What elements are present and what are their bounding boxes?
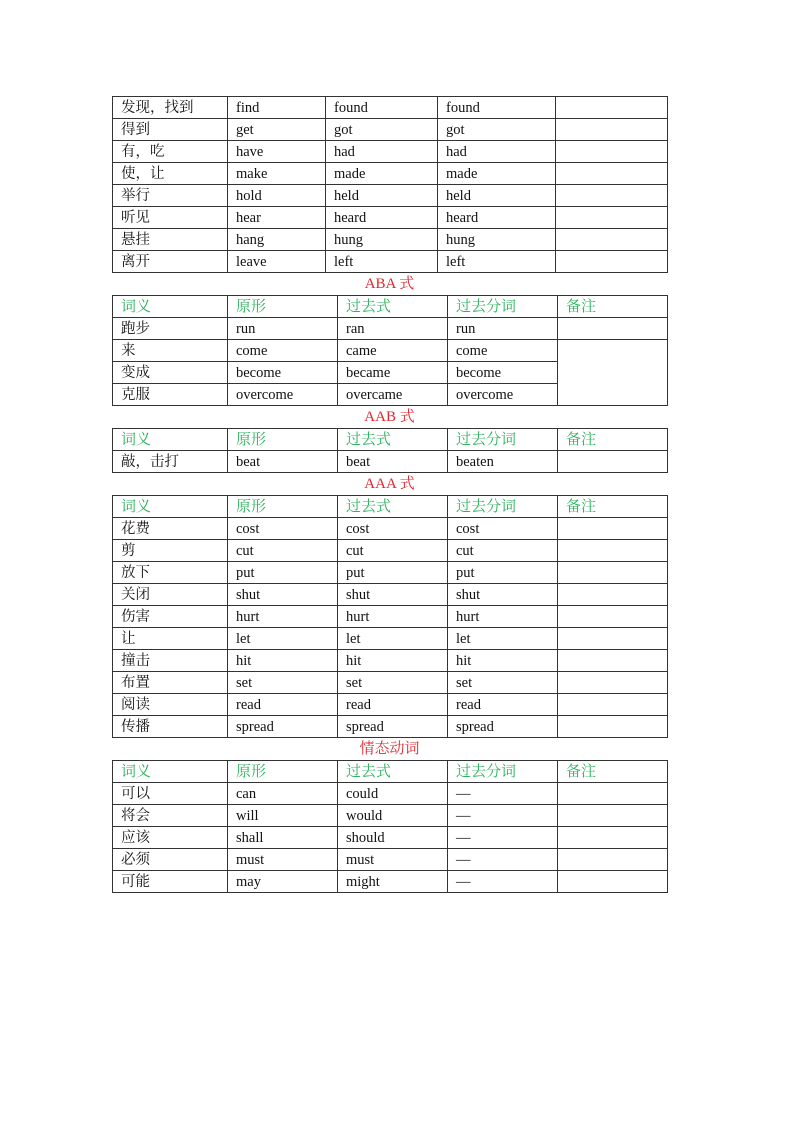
table-cell <box>558 805 668 827</box>
table-cell: should <box>338 827 448 849</box>
table-cell: have <box>228 141 326 163</box>
table-header-row <box>113 496 668 518</box>
table-cell: 花费 <box>113 518 228 540</box>
table-cell: 离开 <box>113 251 228 273</box>
column-header: 原形 <box>228 429 338 451</box>
table-cell <box>558 650 668 672</box>
verb-table <box>112 96 668 273</box>
table-row <box>113 518 668 540</box>
table-cell: left <box>326 251 438 273</box>
table-cell: 剪 <box>113 540 228 562</box>
table-cell <box>556 207 668 229</box>
table-cell: cost <box>228 518 338 540</box>
table-cell: leave <box>228 251 326 273</box>
table-cell <box>556 229 668 251</box>
table-cell: put <box>448 562 558 584</box>
table-row <box>113 119 668 141</box>
table-cell: become <box>448 362 558 384</box>
table-cell: made <box>438 163 556 185</box>
table-cell: must <box>338 849 448 871</box>
table-caption: AAA 式 <box>364 476 415 492</box>
table-cell: got <box>438 119 556 141</box>
table-cell: — <box>448 805 558 827</box>
table-cell: hit <box>228 650 338 672</box>
table-cell: might <box>338 871 448 893</box>
table-cell: hung <box>438 229 556 251</box>
table-cell <box>558 827 668 849</box>
table-cell <box>556 119 668 141</box>
table-cell: come <box>228 340 338 362</box>
column-header: 备注 <box>558 496 668 518</box>
table-row <box>113 849 668 871</box>
column-header: 过去分词 <box>448 429 558 451</box>
table-cell: shall <box>228 827 338 849</box>
table-cell: let <box>338 628 448 650</box>
column-header: 词义 <box>113 496 228 518</box>
table-row <box>113 163 668 185</box>
table-cell <box>558 540 668 562</box>
table-cell: 可以 <box>113 783 228 805</box>
document-page <box>112 96 667 893</box>
table-cell <box>558 849 668 871</box>
table-cell: become <box>228 362 338 384</box>
table-row <box>113 340 668 362</box>
table-cell: overcome <box>228 384 338 406</box>
table-cell: 变成 <box>113 362 228 384</box>
table-cell: 克服 <box>113 384 228 406</box>
table-cell: hold <box>228 185 326 207</box>
table-cell: hang <box>228 229 326 251</box>
table-row <box>113 805 668 827</box>
table-cell: would <box>338 805 448 827</box>
table-cell <box>556 163 668 185</box>
table-cell: — <box>448 849 558 871</box>
table-cell: 阅读 <box>113 694 228 716</box>
table-cell: 可能 <box>113 871 228 893</box>
table-cell: — <box>448 783 558 805</box>
table-cell <box>558 783 668 805</box>
table-cell: hit <box>448 650 558 672</box>
table-cell <box>558 562 668 584</box>
table-cell: held <box>326 185 438 207</box>
table-cell: could <box>338 783 448 805</box>
verb-table <box>112 295 668 406</box>
column-header: 词义 <box>113 429 228 451</box>
table-row <box>113 207 668 229</box>
table-cell: 悬挂 <box>113 229 228 251</box>
table-cell <box>558 694 668 716</box>
table-cell: read <box>228 694 338 716</box>
table-cell <box>558 871 668 893</box>
table-cell: got <box>326 119 438 141</box>
table-cell: left <box>438 251 556 273</box>
column-header: 过去式 <box>338 496 448 518</box>
table-cell: spread <box>338 716 448 738</box>
table-row <box>113 185 668 207</box>
verb-table <box>112 428 668 473</box>
table-row <box>113 562 668 584</box>
table-cell: shut <box>448 584 558 606</box>
table-cell: 关闭 <box>113 584 228 606</box>
table-cell <box>558 318 668 340</box>
table-caption: AAB 式 <box>364 409 415 425</box>
column-header: 原形 <box>228 761 338 783</box>
table-cell: can <box>228 783 338 805</box>
table-cell: 听见 <box>113 207 228 229</box>
table-cell: make <box>228 163 326 185</box>
table-row <box>113 716 668 738</box>
table-header-row <box>113 296 668 318</box>
table-cell <box>558 716 668 738</box>
column-header: 过去分词 <box>448 496 558 518</box>
table-cell: 举行 <box>113 185 228 207</box>
table-cell: held <box>438 185 556 207</box>
table-row <box>113 451 668 473</box>
table-cell <box>556 97 668 119</box>
column-header: 过去分词 <box>448 296 558 318</box>
table-cell: find <box>228 97 326 119</box>
verb-tables <box>112 96 667 893</box>
table-row <box>113 141 668 163</box>
table-cell: had <box>326 141 438 163</box>
column-header: 词义 <box>113 296 228 318</box>
table-cell: shut <box>228 584 338 606</box>
table-cell: come <box>448 340 558 362</box>
table-cell: put <box>228 562 338 584</box>
table-cell: 跑步 <box>113 318 228 340</box>
table-cell: 布置 <box>113 672 228 694</box>
table-row <box>113 628 668 650</box>
table-cell <box>558 584 668 606</box>
table-cell: 使，让 <box>113 163 228 185</box>
table-cell: — <box>448 827 558 849</box>
table-cell: 有，吃 <box>113 141 228 163</box>
table-cell: spread <box>448 716 558 738</box>
verb-table <box>112 760 668 893</box>
table-cell: must <box>228 849 338 871</box>
table-cell: cut <box>228 540 338 562</box>
column-header: 过去式 <box>338 429 448 451</box>
table-cell: get <box>228 119 326 141</box>
table-row <box>113 97 668 119</box>
table-row <box>113 229 668 251</box>
table-cell: will <box>228 805 338 827</box>
column-header: 过去式 <box>338 761 448 783</box>
table-cell: came <box>338 340 448 362</box>
table-cell: read <box>448 694 558 716</box>
table-cell: 撞击 <box>113 650 228 672</box>
table-cell: 伤害 <box>113 606 228 628</box>
table-row <box>113 827 668 849</box>
table-cell: set <box>228 672 338 694</box>
column-header: 过去分词 <box>448 761 558 783</box>
table-cell: heard <box>438 207 556 229</box>
column-header: 备注 <box>558 761 668 783</box>
table-row <box>113 318 668 340</box>
table-cell: overcome <box>448 384 558 406</box>
table-cell: beat <box>228 451 338 473</box>
table-cell: shut <box>338 584 448 606</box>
column-header: 过去式 <box>338 296 448 318</box>
table-cell: made <box>326 163 438 185</box>
table-cell <box>556 185 668 207</box>
table-cell: hurt <box>448 606 558 628</box>
table-cell: found <box>438 97 556 119</box>
column-header: 备注 <box>558 296 668 318</box>
table-header-row <box>113 429 668 451</box>
table-cell: spread <box>228 716 338 738</box>
table-row <box>113 694 668 716</box>
table-cell: put <box>338 562 448 584</box>
verb-table <box>112 495 668 738</box>
table-row <box>113 650 668 672</box>
table-row <box>113 584 668 606</box>
table-cell: found <box>326 97 438 119</box>
table-cell: 放下 <box>113 562 228 584</box>
table-cell <box>558 340 668 406</box>
table-cell: 发现，找到 <box>113 97 228 119</box>
table-cell: hung <box>326 229 438 251</box>
table-cell: had <box>438 141 556 163</box>
table-row <box>113 871 668 893</box>
column-header: 备注 <box>558 429 668 451</box>
table-row <box>113 251 668 273</box>
table-cell: hit <box>338 650 448 672</box>
table-cell: became <box>338 362 448 384</box>
table-row <box>113 672 668 694</box>
table-row <box>113 606 668 628</box>
table-cell: 来 <box>113 340 228 362</box>
table-caption: ABA 式 <box>364 276 415 292</box>
table-cell <box>558 451 668 473</box>
table-cell: 应该 <box>113 827 228 849</box>
table-cell: hear <box>228 207 326 229</box>
table-cell <box>558 672 668 694</box>
table-cell: beat <box>338 451 448 473</box>
table-row <box>113 783 668 805</box>
table-cell: cost <box>338 518 448 540</box>
table-cell: read <box>338 694 448 716</box>
table-cell: cut <box>338 540 448 562</box>
table-cell <box>558 606 668 628</box>
table-cell: beaten <box>448 451 558 473</box>
table-cell: 让 <box>113 628 228 650</box>
table-cell <box>556 251 668 273</box>
table-cell <box>558 628 668 650</box>
table-cell: run <box>448 318 558 340</box>
column-header: 词义 <box>113 761 228 783</box>
table-cell: 必须 <box>113 849 228 871</box>
table-cell: let <box>228 628 338 650</box>
table-cell: hurt <box>228 606 338 628</box>
table-cell: overcame <box>338 384 448 406</box>
table-cell: let <box>448 628 558 650</box>
table-cell: 敲，击打 <box>113 451 228 473</box>
table-cell <box>556 141 668 163</box>
table-header-row <box>113 761 668 783</box>
table-cell: may <box>228 871 338 893</box>
table-row <box>113 540 668 562</box>
table-cell: 传播 <box>113 716 228 738</box>
table-cell: heard <box>326 207 438 229</box>
table-cell: set <box>448 672 558 694</box>
table-cell: ran <box>338 318 448 340</box>
table-cell: set <box>338 672 448 694</box>
table-cell: cost <box>448 518 558 540</box>
table-cell: 得到 <box>113 119 228 141</box>
table-cell: 将会 <box>113 805 228 827</box>
table-cell: hurt <box>338 606 448 628</box>
table-cell: — <box>448 871 558 893</box>
table-cell: cut <box>448 540 558 562</box>
column-header: 原形 <box>228 296 338 318</box>
table-caption: 情态动词 <box>359 741 420 757</box>
table-cell: run <box>228 318 338 340</box>
column-header: 原形 <box>228 496 338 518</box>
table-cell <box>558 518 668 540</box>
